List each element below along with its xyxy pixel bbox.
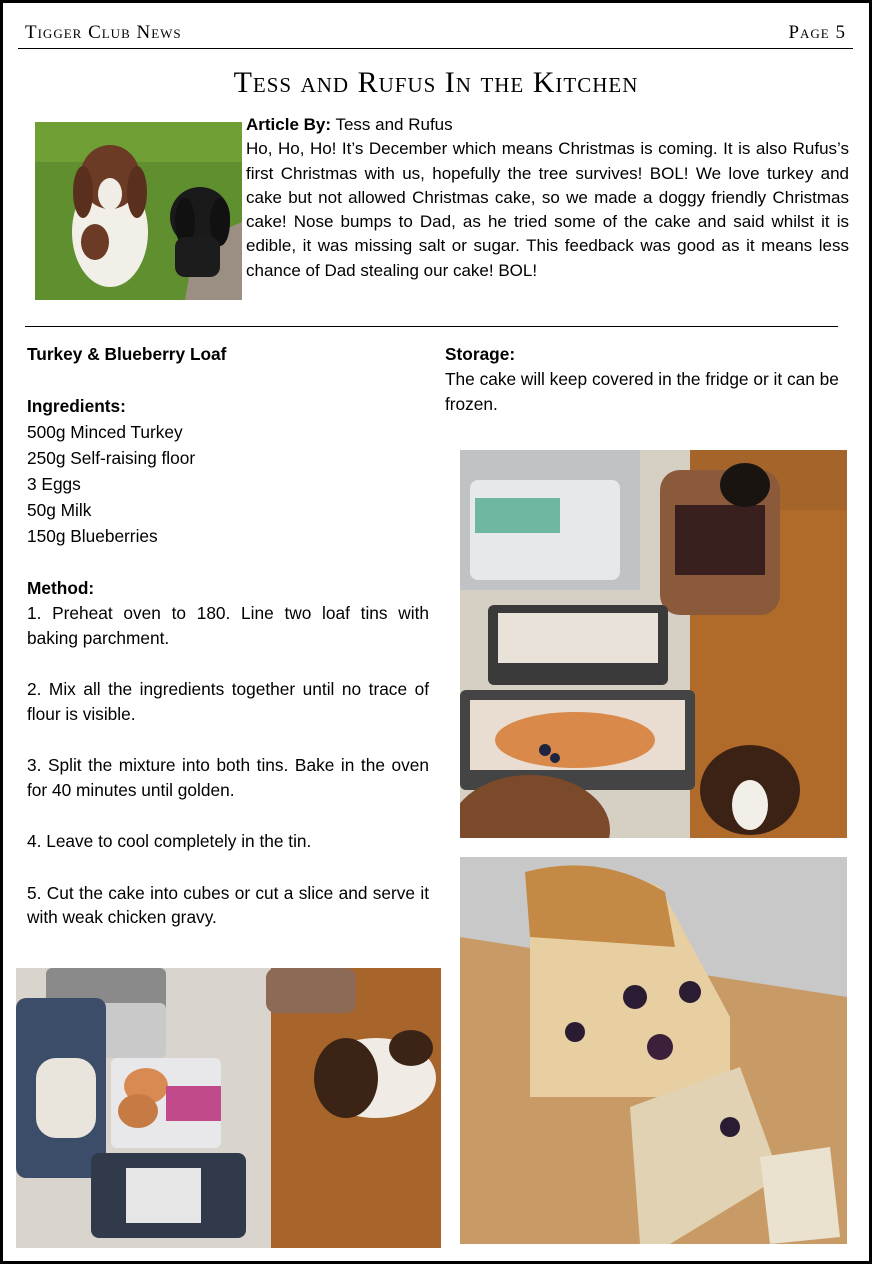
page-number: Page 5 [788,22,846,43]
method-heading: Method: [27,578,95,598]
ingredient-item: 150g Blueberries [27,526,158,546]
storage-heading: Storage: [445,344,516,364]
section-divider [25,326,838,327]
ingredients-counter-photo [16,968,441,1248]
method-steps [27,601,429,930]
ingredient-item: 50g Milk [27,500,92,520]
ingredient-item: 250g Self-raising floor [27,448,196,468]
recipe-column [27,341,429,930]
loaf-tins-kitchen-photo [460,450,847,838]
recipe-name: Turkey & Blueberry Loaf [27,344,227,364]
storage-section [445,341,849,416]
method-step: 1. Preheat oven to 180. Line two loaf tins with baking parchment. [27,603,429,648]
newsletter-name: Tigger Club News [25,22,182,43]
header-divider [18,48,853,49]
sliced-loaf-photo [460,857,847,1244]
ingredients-heading: Ingredients: [27,396,126,416]
article-title: Tess and Rufus In the Kitchen [233,66,639,99]
method-step: 4. Leave to cool completely in the tin. [27,831,312,851]
intro-text: Ho, Ho, Ho! It’s December which means Christmas is coming. It is also Rufus’s first Christmas with us, hopefully the tree survives! BOL! We love turkey and cake but not allowed Christmas cake, so we made a doggy friendly Christmas cake! Nose bumps to Dad, as he tried some of the cake and said whilst it is edible, it was missing salt or sugar. This feedback was good as it means less chance of Dad stealing our cake! BOL! [246,139,849,280]
method-step: 2. Mix all the ingredients together until no trace of flour is visible. [27,679,429,724]
method-step: 3. Split the mixture into both tins. Bake in the oven for 40 minutes until golden. [27,755,429,800]
byline-value: Tess and Rufus [331,115,453,134]
method-step: 5. Cut the cake into cubes or cut a slice and serve it with weak chicken gravy. [27,882,429,927]
storage-text: The cake will keep covered in the fridge or it can be frozen. [445,369,839,414]
article-intro [246,113,849,283]
dogs-on-grass-photo [35,122,242,300]
byline-label: Article By: [246,115,332,134]
ingredient-item: 3 Eggs [27,474,81,494]
ingredient-item: 500g Minced Turkey [27,422,183,442]
